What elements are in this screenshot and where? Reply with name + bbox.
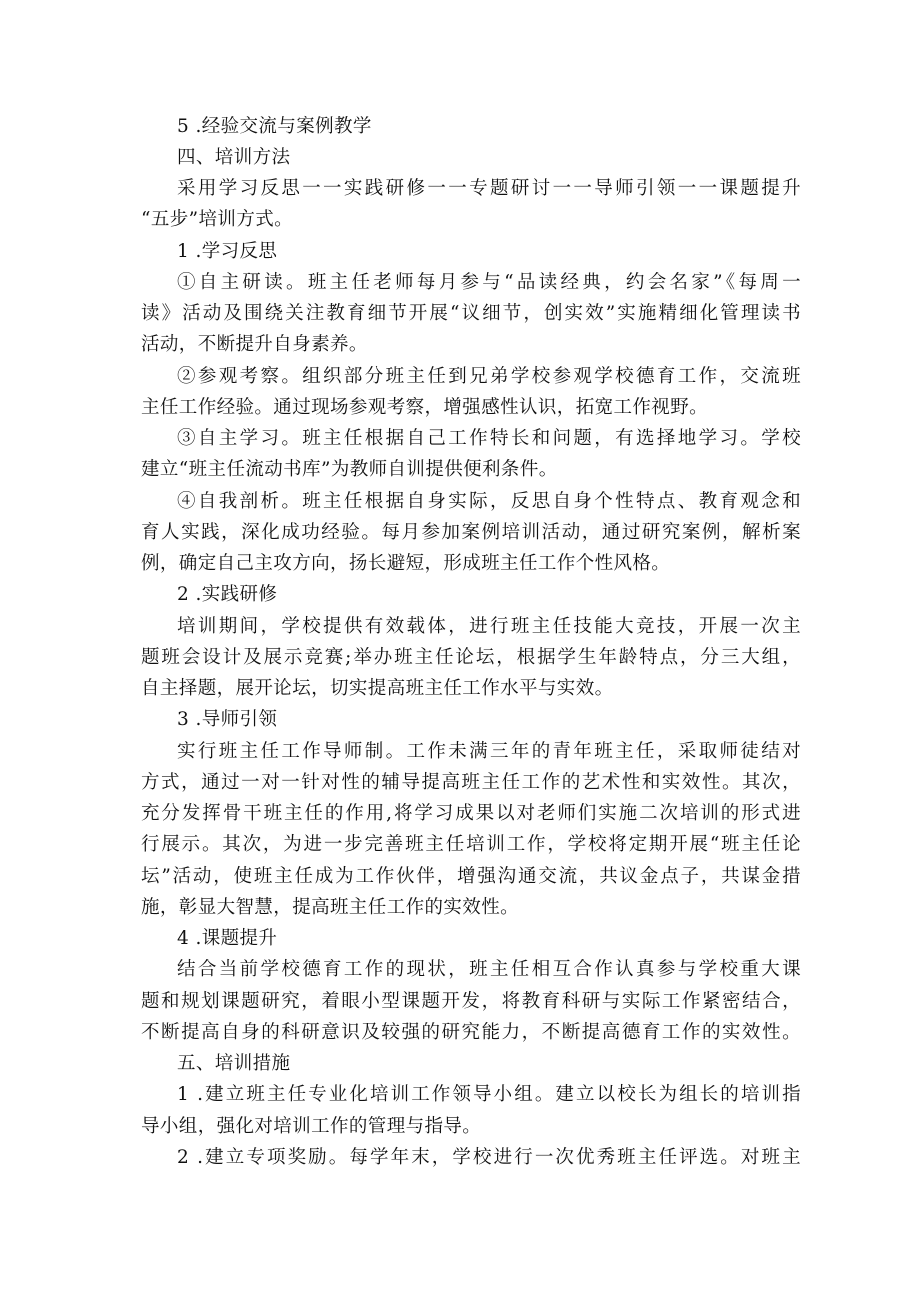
paragraph-line: 2 .建立专项奖励。每学年末，学校进行一次优秀班主任评选。对班主: [177, 1147, 801, 1168]
list-item-heading: 5 .经验交流与案例教学: [177, 116, 372, 137]
paragraph-line: 行展示。其次，为进一步完善班主任培训工作，学校将定期开展“班主任论: [141, 834, 801, 855]
paragraph-line: 导小组，强化对培训工作的管理与指导。: [141, 1116, 482, 1137]
paragraph-line: 施，彰显大智慧，提高班主任工作的实效性。: [141, 897, 520, 918]
paragraph-line: 结合当前学校德育工作的现状，班主任相互合作认真参与学校重大课: [177, 959, 801, 980]
paragraph-line: 主任工作经验。通过现场参观考察，增强感性认识，拓宽工作视野。: [141, 397, 709, 418]
paragraph-line: 坛”活动，使班主任成为工作伙伴，增强沟通交流，共议金点子，共谋金措: [141, 866, 801, 887]
paragraph-line: 实行班主任工作导师制。工作未满三年的青年班主任，采取师徒结对: [177, 741, 801, 762]
paragraph-line: 1 .建立班主任专业化培训工作领导小组。建立以校长为组长的培训指: [177, 1084, 801, 1105]
section-heading: 五、培训措施: [177, 1053, 291, 1074]
paragraph-line: 题班会设计及展示竞赛;举办班主任论坛，根据学生年龄特点，分三大组，: [141, 647, 801, 668]
paragraph-line: 例，确定自己主攻方向，扬长避短，形成班主任工作个性风格。: [141, 553, 671, 574]
paragraph-line: ②参观考察。组织部分班主任到兄弟学校参观学校德育工作，交流班: [177, 366, 801, 387]
section-heading: 四、培训方法: [177, 147, 291, 168]
paragraph-line: 自主择题，展开论坛，切实提高班主任工作水平与实效。: [141, 678, 614, 699]
paragraph-line: 培训期间，学校提供有效载体，进行班主任技能大竞技，开展一次主: [177, 616, 801, 637]
paragraph-line: ③自主学习。班主任根据自己工作特长和问题，有选择地学习。学校: [177, 428, 801, 449]
paragraph-line: 活动，不断提升自身素养。: [141, 334, 368, 355]
paragraph-line: ④自我剖析。班主任根据自身实际，反思自身个性特点、教育观念和: [177, 491, 801, 512]
paragraph-line: 育人实践，深化成功经验。每月参加案例培训活动，通过研究案例，解析案: [141, 522, 801, 543]
subsection-heading: 4 .课题提升: [177, 928, 278, 949]
paragraph-line: 题和规划课题研究，着眼小型课题开发，将教育科研与实际工作紧密结合，: [141, 991, 801, 1012]
paragraph-line: 建立“班主任流动书库”为教师自训提供便利条件。: [141, 459, 558, 480]
paragraph-line: 采用学习反思一一实践研修一一专题研讨一一导师引领一一课题提升: [177, 178, 801, 199]
paragraph-line: “五步”培训方式。: [141, 209, 294, 230]
paragraph-line: ①自主研读。班主任老师每月参与“品读经典，约会名家”《每周一: [177, 272, 801, 293]
paragraph-line: 不断提高自身的科研意识及较强的研究能力，不断提高德育工作的实效性。: [141, 1022, 801, 1043]
subsection-heading: 3 .导师引领: [177, 709, 278, 730]
subsection-heading: 2 .实践研修: [177, 584, 278, 605]
paragraph-line: 读》活动及围绕关注教育细节开展“议细节，创实效”实施精细化管理读书: [141, 303, 801, 324]
subsection-heading: 1 .学习反思: [177, 241, 278, 262]
paragraph-line: 充分发挥骨干班主任的作用,将学习成果以对老师们实施二次培训的形式进: [141, 803, 801, 824]
paragraph-line: 方式，通过一对一针对性的辅导提高班主任工作的艺术性和实效性。其次，: [141, 772, 801, 793]
